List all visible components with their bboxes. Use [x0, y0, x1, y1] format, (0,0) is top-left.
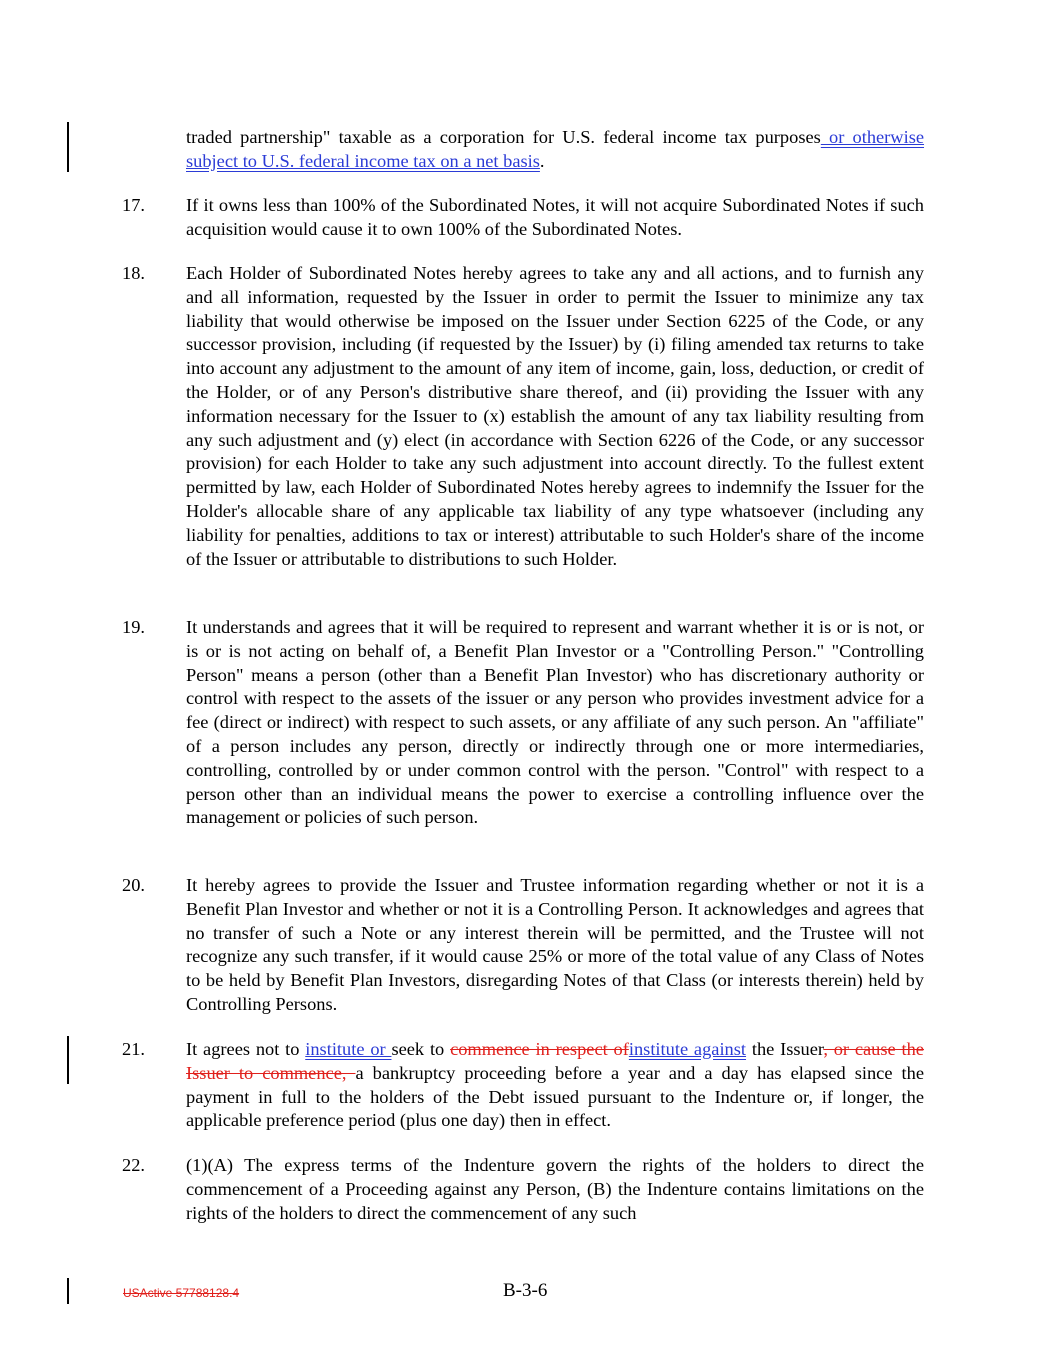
- continuation-paragraph: [186, 126, 924, 174]
- item-number: 18.: [122, 263, 145, 283]
- footer-page-number: B-3-6: [503, 1280, 548, 1301]
- item-text: Each Holder of Subordinated Notes hereby agrees to take any and all actions, and to furnish any and all information, requested by the Issuer in order to permit the Issuer to minimize any tax liability that would otherwise be imposed on the Issuer under Section 6225 of the Code, or any successor provision, including (if requested by the Issuer) by (i) filing amended tax returns to take into account any adjustment to the amount of any item of income, gain, loss, deduction, or credit of the Holder, or of any Person's distributive share thereof, and (ii) providing the Issuer with any information necessary for the Issuer to (x) establish the amount of any tax liability resulting from any such adjustment and (y) elect (in accordance with Section 6226 of the Code, or any successor provision) for each Holder to take any such adjustment into account directly. To the fullest extent permitted by law, each Holder of Subordinated Notes hereby agrees to indemnify the Issuer for the Holder's allocable share of any applicable tax liability of any type whatsoever (including any liability for penalties, additions to tax or interest) attributable to such Holder's share of the income of the Issuer or attributable to distributions to such Holder.: [186, 263, 924, 569]
- item-number: 22.: [122, 1155, 145, 1175]
- text-segment: seek to: [391, 1039, 451, 1059]
- inserted-text: institute or: [305, 1039, 392, 1059]
- item-text: If it owns less than 100% of the Subordinated Notes, it will not acquire Subordinated Notes if such acquisition would cause it to own 100% of the Subordinated Notes.: [186, 195, 924, 239]
- deleted-text: commence in respect of: [450, 1039, 629, 1059]
- footer-document-id: USActive 57788128.4: [123, 1286, 240, 1300]
- item-text: It understands and agrees that it will be required to represent and warrant whether it is or is not, or is or is not acting on behalf of, a Benefit Plan Investor or a "Controlling Person." "Controlling Person" means a person (other than a Benefit Plan Investor) who has discretionary authority or control with respect to the assets of the issuer or any person who provides investment advice for a fee (direct or indirect) with respect to such assets, or any affiliate of any such person. An "affiliate" of a person includes any person, directly or indirectly through one or more intermediaries, controlling, controlled by or under common control with the person. "Control" with respect to a person other than an individual means the power to exercise a controlling influence over the management or policies of such person.: [186, 617, 924, 828]
- list-item-19: [122, 616, 924, 830]
- list-item-21: [122, 1038, 924, 1133]
- inserted-text: institute against: [628, 1039, 747, 1059]
- list-item-17: [122, 194, 924, 242]
- item-number: 17.: [122, 195, 145, 215]
- item-number: 19.: [122, 617, 145, 637]
- list-item-22: [122, 1154, 924, 1225]
- paragraph-text: traded partnership" taxable as a corporation for U.S. federal income tax purposes: [186, 127, 821, 147]
- item-number: 21.: [122, 1039, 145, 1059]
- list-item-18: [122, 262, 924, 571]
- item-text: (1)(A) The express terms of the Indenture govern the rights of the holders to direct the commencement of a Proceeding against any Person, (B) the Indenture contains limitations on the rights of the holders to direct the commencement of any such: [186, 1155, 924, 1223]
- deleted-text: , or cause the Issuer to commence,: [186, 1039, 924, 1083]
- item-text: It hereby agrees to provide the Issuer and Trustee information regarding whether or not it is a Benefit Plan Investor and whether or not it is a Controlling Person. It acknowledges and agrees that no transfer of such a Note or any interest therein will be permitted, and the Trustee will not recognize any such transfer, if it would cause 25% or more of the total value of any Class of Notes to be held by Benefit Plan Investors, disregarding Notes of that Class (or interests therein) held by Controlling Persons.: [186, 875, 924, 1014]
- change-bar: [67, 1278, 69, 1304]
- change-bar: [67, 1036, 69, 1084]
- list-item-20: [122, 874, 924, 1017]
- text-segment: a bankruptcy proceeding before a year and a day has elapsed since the payment in full to the holders of the Debt issued pursuant to the Indenture or, if longer, the applicable preference period (plus one day) then in effect.: [186, 1062, 924, 1131]
- text-segment: It agrees not to: [186, 1039, 306, 1059]
- text-segment: the Issuer: [746, 1039, 824, 1059]
- change-bar: [67, 122, 69, 172]
- paragraph-text: .: [539, 150, 545, 171]
- item-text: [186, 1038, 924, 1133]
- inserted-text: or otherwise subject to U.S. federal income tax on a net basis: [186, 127, 925, 171]
- item-number: 20.: [122, 875, 145, 895]
